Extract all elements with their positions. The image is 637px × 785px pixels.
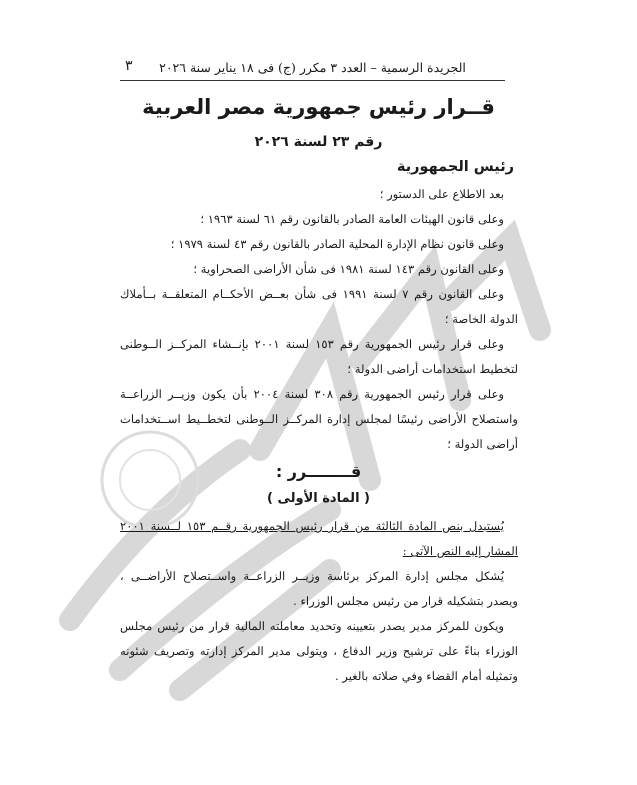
preamble-item: وعلى القانون رقم ١٤٣ لسنة ١٩٨١ فى شأن الأراضى الصحراوية ؛ <box>193 262 504 276</box>
preamble-item: بعد الاطلاع على الدستور ؛ <box>379 187 504 201</box>
decree-number: رقم ٢٣ لسنة ٢٠٢٦ <box>254 134 383 150</box>
running-head: الجريدة الرسمية – العدد ٣ مكرر (ج) فى ١٨ يناير سنة ٢٠٢٦ <box>159 60 466 75</box>
preamble-item: وعلى قانون الهيئات العامة الصادر بالقانون رقم ٦١ لسنة ١٩٦٣ ؛ <box>200 212 504 226</box>
preamble <box>120 182 518 457</box>
preamble-item: وعلى قرار رئيس الجمهورية رقم ١٥٣ لسنة ٢٠٠١ بإنــشاء المركــز الــوطنى لتخطيط استخدامات أراضى الدولة ؛ <box>120 337 518 376</box>
preamble-item: وعلى القانون رقم ٧ لسنة ١٩٩١ فى شأن بعــض الأحكــام المتعلقــة بــأملاك الدولة الخاصة ؛ <box>120 287 518 326</box>
preamble-item: وعلى قرار رئيس الجمهورية رقم ٣٠٨ لسنة ٢٠٠٤ بأن يكون وزيــر الزراعــة واستصلاح الأراضى رئيسًا لمجلس إدارة المركــز الــوطنى لتخطــيط اســتخدامات أراضى الدولة ؛ <box>120 387 518 451</box>
decision-heading: قــــــــرر : <box>275 462 362 481</box>
article-paragraph: يُشكل مجلس إدارة المركز برئاسة وزيــر الزراعــة واســتصلاح الأراضــى ، ويصدر بتشكيله قرار من رئيس مجلس الوزراء . <box>120 569 518 608</box>
preamble-item: وعلى قانون نظام الإدارة المحلية الصادر بالقانون رقم ٤٣ لسنة ١٩٧٩ ؛ <box>170 237 504 251</box>
underlined-text: يُستبدل بنص المادة الثالثة من قرار رئيس الجمهورية رقــم ١٥٣ لــسنة ٢٠٠١ المشار إليه النص الآتى : <box>120 519 518 558</box>
decree-title: قــرار رئيس جمهورية مصر العربية <box>142 95 495 119</box>
article-body <box>120 514 518 689</box>
article-paragraph <box>120 514 518 564</box>
header-divider <box>120 80 505 81</box>
page-number: ٣ <box>125 58 133 74</box>
issuer-heading: رئيس الجمهورية <box>396 159 514 175</box>
article-heading: ( المادة الأولى ) <box>267 491 370 506</box>
article-paragraph: ويكون للمركز مدير يصدر بتعيينه وتحديد معاملته المالية قرار من رئيس مجلس الوزراء بناءً على ترشيح وزير الدفاع ، ويتولى مدير المركز إدارته وتصريف شئونه وتمثيله أمام القضاء وفي صلاته بالغير . <box>120 619 518 683</box>
